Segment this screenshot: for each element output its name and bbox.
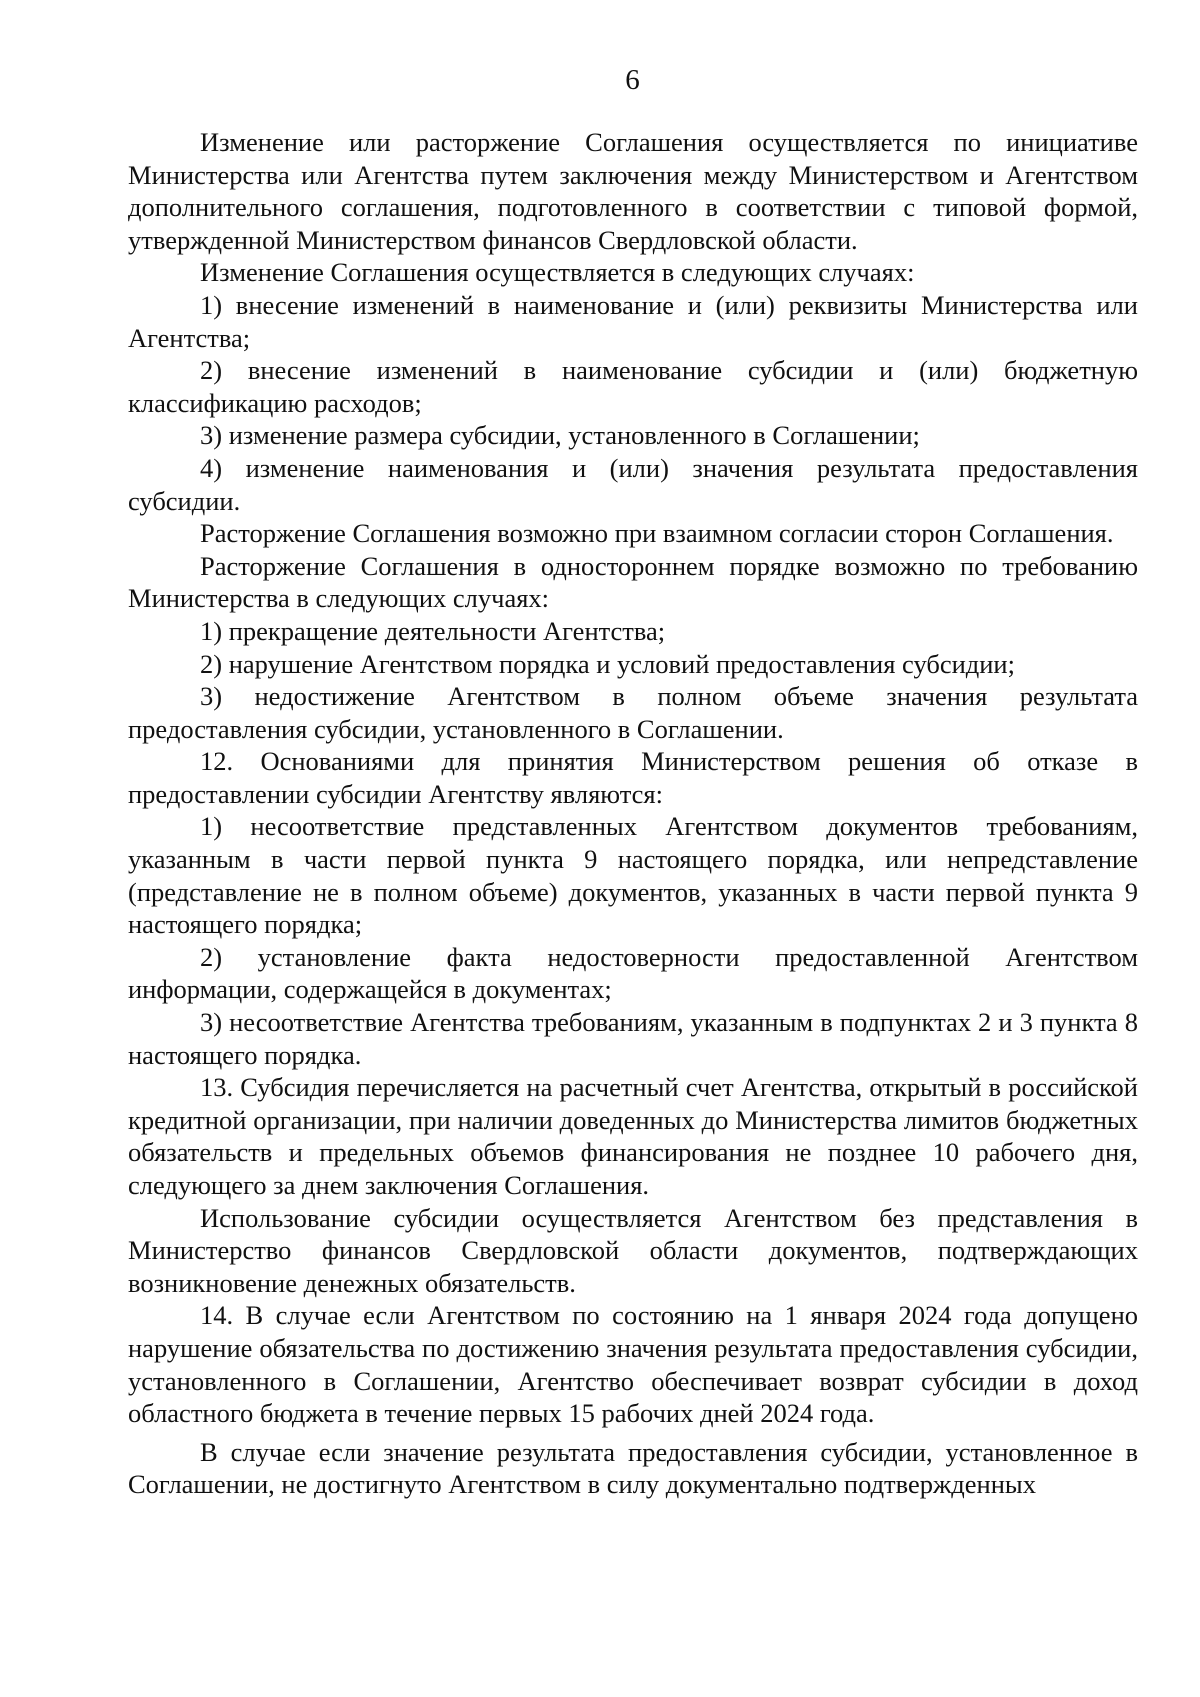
paragraph-refusal-ground-1: 1) несоответствие представленных Агентством документов требованиям, указанным в части первой пункта 9 настоящего порядка, или непредставление (представление не в полном объеме) документов, указанных в части первой пункта 9 настоящего порядка; [128,811,1138,940]
paragraph-termination-case-3: 3) недостижение Агентством в полном объеме значения результата предоставления субсидии, установленного в Соглашении. [128,681,1138,744]
paragraph-result-not-achieved: В случае если значение результата предоставления субсидии, установленное в Соглашении, не достигнуто Агентством в силу документально подтвержденных [128,1436,1138,1500]
paragraph-refusal-ground-2: 2) установление факта недостоверности предоставленной Агентством информации, содержащейся в документах; [128,941,1138,1005]
paragraph-change-case-3: 3) изменение размера субсидии, установленного в Соглашении; [200,420,920,451]
paragraph-termination-case-1: 1) прекращение деятельности Агентства; [200,615,666,646]
paragraph-section-12-intro: 12. Основаниями для принятия Министерством решения об отказе в предоставлении субсидии Агентству являются: [128,746,1138,809]
page-number: 6 [625,64,640,96]
paragraph-refusal-ground-3: 3) несоответствие Агентства требованиям, указанным в подпунктах 2 и 3 пункта 8 настоящего порядка. [128,1007,1138,1070]
document-body [128,126,1138,1501]
paragraph-change-cases-intro: Изменение Соглашения осуществляется в следующих случаях: [200,257,915,288]
paragraph-section-14: 14. В случае если Агентством по состоянию на 1 января 2024 года допущено нарушение обязательства по достижению значения результата предоставления субсидии, установленного в Соглашении, Агентство обеспечивает возврат субсидии в доход областного бюджета в течение первых 15 рабочих дней 2024 года. [128,1300,1138,1429]
paragraph-mutual-termination: Расторжение Соглашения возможно при взаимном согласии сторон Соглашения. [200,518,1114,549]
paragraph-change-case-1: 1) внесение изменений в наименование и (или) реквизиты Министерства или Агентства; [128,289,1138,353]
paragraph-change-case-2: 2) внесение изменений в наименование субсидии и (или) бюджетную классификацию расходов; [128,355,1138,418]
paragraph-termination-case-2: 2) нарушение Агентством порядка и условий предоставления субсидии; [200,648,1015,679]
paragraph-unilateral-termination-intro: Расторжение Соглашения в одностороннем порядке возможно по требованию Министерства в следующих случаях: [128,550,1138,614]
paragraph-section-13: 13. Субсидия перечисляется на расчетный счет Агентства, открытый в российской кредитной организации, при наличии доведенных до Министерства лимитов бюджетных обязательств и предельных объемов финансирования не позднее 10 рабочего дня, следующего за днем заключения Соглашения. [128,1072,1138,1200]
paragraph-subsidy-usage: Использование субсидии осуществляется Агентством без представления в Министерство финансов Свердловской области документов, подтверждающих возникновение денежных обязательств. [128,1202,1138,1298]
paragraph-change-case-4: 4) изменение наименования и (или) значения результата предоставления субсидии. [128,452,1138,516]
paragraph-agreement-change-termination: Изменение или расторжение Соглашения осуществляется по инициативе Министерства или Агентства путем заключения между Министерством и Агентством дополнительного соглашения, подготовленного в соответствии с типовой формой, утвержденной Министерством финансов Свердловской области. [128,127,1138,255]
